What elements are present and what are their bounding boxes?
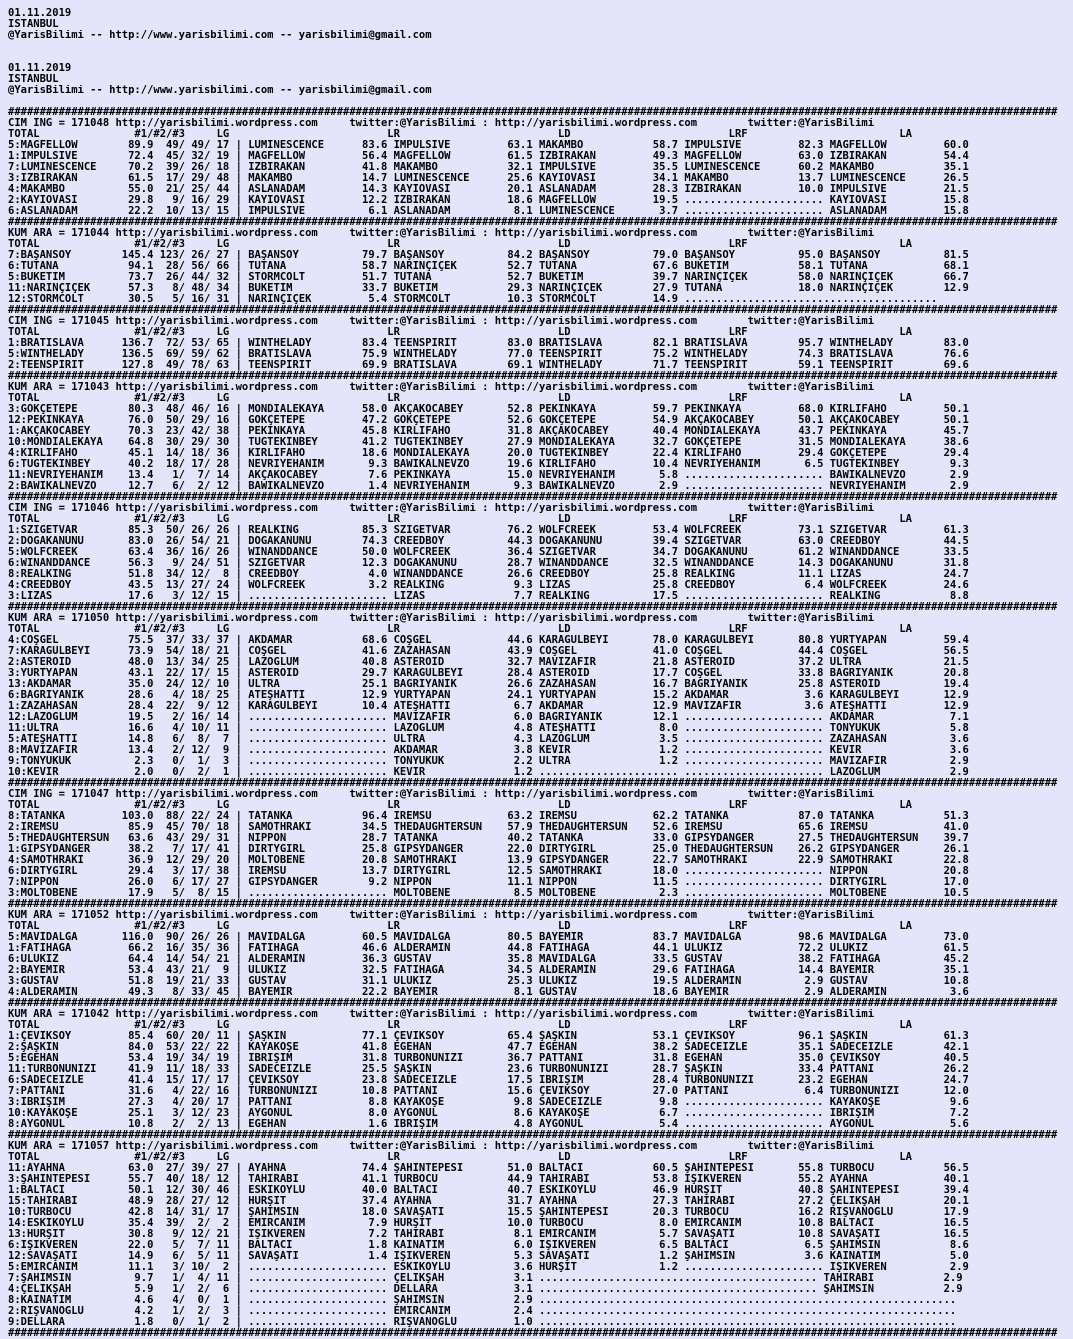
- table-row: 6:WINANDDANCE 56.3 9/ 24/ 51 | SZIGETVAR 12.3 DOĞAKANUNU 28.7 WINANDDANCE 32.5 WINANDDANCE 14.3 DOĞAKANUNU 31.8: [8, 558, 969, 569]
- table-row: 6:ULUKIZ 64.4 14/ 54/ 21 | ALDERAMİN 36.3 GUSTAV 35.8 MAVİDALGA 33.5 GUSTAV 38.2 FATİHAĞA 45.2: [8, 954, 969, 965]
- race-title: CIM ING = 171046 http://yarisbilimi.wordpress.com twitter:@YarisBilimi : http://yarisbilimi.wordpress.com twitter:@YarisBilimi: [8, 503, 875, 514]
- table-row: 12:STORMCOLT 30.5 5/ 16/ 31 | NARİNÇİÇEK 5.4 STORMCOLT 10.3 STORMCOLT 14.9 ........................................: [8, 294, 938, 305]
- table-row: 9:DELLARA 1.8 0/ 1/ 2 | ...................... RİŞVANOĞLU 1.0 ..................................................................: [8, 1317, 957, 1328]
- separator-line: ######################################################################################################################################################################: [8, 899, 1058, 910]
- table-row: 13:HURŞİT 30.8 9/ 12/ 21 | İŞİKVEREN 7.2 TAHİRABİ 8.1 EMİRCANIM 5.7 SAVAŞATI 10.8 SAVAŞATI 16.5: [8, 1229, 969, 1240]
- table-row: 5:MAVİDALGA 116.0 90/ 26/ 26 | MAVİDALGA 60.5 MAVİDALGA 80.5 BAYEMİR 83.7 MAVİDALGA 98.6 MAVİDALGA 73.0: [8, 932, 969, 943]
- table-row: 9:TONYUKUK 2.3 0/ 1/ 3 | ...................... TONYUKUK 2.2 ULTRA 1.2 ...................... MAVİZAFİR 2.9: [8, 756, 969, 767]
- separator-line: ######################################################################################################################################################################: [8, 305, 1058, 316]
- table-row: 2:ASTEROİD 48.0 13/ 34/ 25 | LAZOĞLUM 40.8 ASTEROİD 32.7 MAVİZAFİR 21.8 ASTEROİD 37.2 ULTRA 21.5: [8, 657, 969, 668]
- spacer: [8, 41, 1068, 52]
- column-header: TOTAL #1/#2/#3 LG LR LD LRF LA: [8, 514, 912, 525]
- table-row: 8:MAVİZAFİR 13.4 2/ 12/ 9 | ...................... AKDAMAR 3.8 KEVİR 1.2 ...................... KEVİR 3.6: [8, 745, 969, 756]
- table-row: 1:BALTACI 50.1 12/ 30/ 46 | ESKİKOYLÜ 40.0 BALTACI 40.7 ESKİKOYLÜ 46.9 HURŞİT 40.8 ŞAHİNTEPESİ 39.4: [8, 1185, 969, 1196]
- table-row: 14:ESKİKOYLÜ 35.4 39/ 2/ 2 | EMİRCANIM 7.9 HURŞİT 10.0 TURBOCU 8.0 EMİRCANIM 10.8 BALTACI 16.5: [8, 1218, 969, 1229]
- table-row: 13:AKDAMAR 35.0 24/ 12/ 10 | ULTRA 25.1 BAĞRIYANIK 26.6 ZAZAHASAN 16.7 BAĞRIYANIK 25.8 ASTEROİD 19.4: [8, 679, 969, 690]
- table-row: 1:BRATİSLAVA 136.7 72/ 53/ 65 | WINTHELADY 83.4 TEENSPIRIT 83.0 BRATİSLAVA 82.1 BRATİSLAVA 95.7 WINTHELADY 83.0: [8, 338, 969, 349]
- table-row: 8:KAINATIM 4.6 4/ 0/ 1 | ...................... ŞAHİMSIN 2.9 ..................................................................: [8, 1295, 957, 1306]
- table-row: 7:NIPPON 26.0 6/ 17/ 27 | GIPSYDANGER 9.2 NIPPON 11.1 NIPPON 11.5 ...................... DIRTYGIRL 17.0: [8, 877, 969, 888]
- table-row: 2:DOĞAKANUNU 83.0 26/ 54/ 21 | DOĞAKANUNU 74.3 CREEDBOY 44.3 DOĞAKANUNU 39.4 SZIGETVAR 63.0 CREEDBOY 44.5: [8, 536, 969, 547]
- table-row: 2:KAYIOVASI 29.8 9/ 16/ 29 | KAYIOVASI 12.2 İZBIRAKAN 18.6 MAGFELLOW 19.5 ...................... KAYIOVASI 15.8: [8, 195, 969, 206]
- spacer: [8, 96, 1068, 107]
- spacer: [8, 52, 1068, 63]
- table-row: 2:TEENSPIRIT 127.8 49/ 78/ 63 | TEENSPIRIT 69.9 BRATİSLAVA 69.1 WINTHELADY 71.7 TEENSPIRIT 59.1 TEENSPIRIT 69.6: [8, 360, 969, 371]
- column-header: TOTAL #1/#2/#3 LG LR LD LRF LA: [8, 393, 912, 404]
- table-row: 12:LAZOĞLUM 19.5 2/ 16/ 14 | ...................... MAVİZAFİR 6.0 BAĞRIYANIK 12.1 ...................... AKDAMAR 7.1: [8, 712, 969, 723]
- table-row: 3:ŞAHİNTEPESİ 55.7 40/ 18/ 12 | TAHİRABİ 41.1 TURBOCU 44.9 TAHİRABİ 53.8 İŞİKVEREN 55.2 AYAHNA 40.1: [8, 1174, 969, 1185]
- separator-line: ######################################################################################################################################################################: [8, 602, 1058, 613]
- table-row: 5:WINTHELADY 136.5 69/ 59/ 62 | BRATİSLAVA 75.9 WINTHELADY 77.0 TEENSPIRIT 75.2 WINTHELADY 74.3 BRATİSLAVA 76.6: [8, 349, 969, 360]
- separator-line: ######################################################################################################################################################################: [8, 217, 1058, 228]
- table-row: 5:MAGFELLOW 89.9 49/ 49/ 17 | LUMINESCENCE 83.6 IMPULSIVE 63.1 MAKAMBO 58.7 IMPULSIVE 82.3 MAGFELLOW 60.0: [8, 140, 969, 151]
- race-title: KUM ARA = 171050 http://yarisbilimi.wordpress.com twitter:@YarisBilimi : http://yarisbilimi.wordpress.com twitter:@YarisBilimi: [8, 613, 875, 624]
- table-row: 5:ATEŞHATTI 14.8 6/ 8/ 7 | ...................... ULTRA 4.3 LAZOĞLUM 3.5 ...................... ZAZAHASAN 3.6: [8, 734, 969, 745]
- table-row: 3:İZBIRAKAN 61.5 17/ 29/ 48 | MAKAMBO 14.7 LUMINESCENCE 25.6 KAYIOVASI 34.1 MAKAMBO 13.7 LUMINESCENCE 26.5: [8, 173, 969, 184]
- table-row: 1:ÇEVİKSOY 85.4 60/ 20/ 11 | ŞAŞKIN 77.1 ÇEVİKSOY 65.4 ŞAŞKIN 53.1 ÇEVİKSOY 96.1 ŞAŞKIN 61.3: [8, 1031, 969, 1042]
- column-header: TOTAL #1/#2/#3 LG LR LD LRF LA: [8, 327, 912, 338]
- table-row: 10:MONDIALEKAYA 64.8 30/ 29/ 30 | TUĞTEKİNBEY 41.2 TUĞTEKİNBEY 27.9 MONDIALEKAYA 32.7 GÖKÇETEPE 31.5 MONDIALEKAYA 38.6: [8, 437, 969, 448]
- table-row: 2:İREMSU 85.9 45/ 70/ 18 | SAMOTHRAKI 34.5 THEDAUGHTERSUN 57.9 THEDAUGHTERSUN 52.6 İREMSU 65.6 İREMSU 41.0: [8, 822, 969, 833]
- table-row: 6:İŞİKVEREN 22.0 5/ 7/ 11 | BALTACI 1.8 KAINATIM 6.0 İŞİKVEREN 6.5 BALTACI 6.5 ŞAHİMSIN 8.6: [8, 1240, 969, 1251]
- table-row: 5:BUKETİM 73.7 26/ 44/ 32 | STORMCOLT 51.7 TUTANA 52.7 BUKETİM 39.7 NARİNÇİÇEK 58.0 NARİNÇİÇEK 66.7: [8, 272, 969, 283]
- report-date: 01.11.2019: [8, 63, 72, 74]
- table-row: 1:SZIGETVAR 85.3 50/ 26/ 26 | REALKING 85.3 SZIGETVAR 76.2 WOLFCREEK 53.4 WOLFCREEK 73.1 SZIGETVAR 61.3: [8, 525, 969, 536]
- table-row: 4:SAMOTHRAKI 36.9 12/ 29/ 20 | MOLTOBENE 20.8 SAMOTHRAKI 13.9 GIPSYDANGER 22.7 SAMOTHRAKI 22.9 SAMOTHRAKI 22.8: [8, 855, 969, 866]
- table-row: 1:FATİHAĞA 66.2 16/ 35/ 36 | FATİHAĞA 46.6 ALDERAMİN 44.8 FATİHAĞA 44.1 ULUKIZ 72.2 ULUKIZ 61.5: [8, 943, 969, 954]
- race-title: KUM ARA = 171057 http://yarisbilimi.wordpress.com twitter:@YarisBilimi : http://yarisbilimi.wordpress.com twitter:@YarisBilimi: [8, 1141, 875, 1152]
- table-row: 7:LUMINESCENCE 70.2 39/ 26/ 18 | İZBIRAKAN 41.8 MAKAMBO 32.1 IMPULSIVE 35.5 LUMINESCENCE 60.2 MAKAMBO 35.1: [8, 162, 969, 173]
- table-row: 11:NARİNÇİÇEK 57.3 8/ 48/ 34 | BUKETİM 33.7 BUKETİM 29.3 NARİNÇİÇEK 27.9 TUTANA 18.0 NARİNÇİÇEK 12.9: [8, 283, 969, 294]
- race-title: CIM ING = 171047 http://yarisbilimi.wordpress.com twitter:@YarisBilimi : http://yarisbilimi.wordpress.com twitter:@YarisBilimi: [8, 789, 875, 800]
- table-row: 5:THEDAUGHTERSUN 63.6 43/ 29/ 31 | NIPPON 28.7 TATANKA 40.2 TATANKA 33.0 GIPSYDANGER 27.5 THEDAUGHTERSUN 39.7: [8, 833, 969, 844]
- table-row: 3:LİZAS 17.6 3/ 12/ 15 | ...................... LİZAS 7.7 REALKING 17.5 ...................... REALKING 8.8: [8, 591, 969, 602]
- table-row: 8:AYGÖNÜL 10.8 2/ 2/ 13 | EGEHAN 1.6 İBRİŞİM 4.8 AYGÖNÜL 5.4 ...................... AYGÖNÜL 5.6: [8, 1119, 969, 1130]
- table-row: 11:AYAHNA 63.0 27/ 39/ 27 | AYAHNA 74.4 ŞAHİNTEPESİ 51.0 BALTACI 60.5 ŞAHİNTEPESİ 55.8 TURBOCU 56.5: [8, 1163, 969, 1174]
- table-row: 6:DIRTYGIRL 29.4 3/ 17/ 38 | İREMSU 13.7 DIRTYGIRL 12.5 SAMOTHRAKI 18.0 ...................... NIPPON 20.8: [8, 866, 969, 877]
- table-row: 4:MAKAMBO 55.0 21/ 25/ 44 | ASLANADAM 14.3 KAYIOVASI 20.1 ASLANADAM 28.3 İZBIRAKAN 10.0 IMPULSIVE 21.5: [8, 184, 969, 195]
- table-row: 11:ULTRA 16.6 4/ 10/ 11 | ...................... LAZOĞLUM 4.8 ATEŞHATTI 8.0 ...................... TONYUKUK 5.8: [8, 723, 969, 734]
- table-row: 11:NEVRİYEHANIM 13.4 1/ 7/ 14 | AKÇAKOCABEY 7.6 PEKİNKAYA 15.0 NEVRİYEHANIM 5.8 ...................... BAWIKALNEVZO 2.9: [8, 470, 969, 481]
- table-row: 12:PEKİNKAYA 76.0 50/ 29/ 16 | GÖKÇETEPE 47.2 GÖKÇETEPE 52.6 GÖKÇETEPE 54.9 AKÇAKOCABEY 50.1 AKÇAKOCABEY 50.1: [8, 415, 969, 426]
- report-page: [8, 8, 1068, 1339]
- table-row: 10:KEVİR 2.0 0/ 2/ 1 | ...................... KEVİR 1.2 ...................... ...................... LAZOĞLUM 2.9: [8, 767, 969, 778]
- table-row: 6:ASLANADAM 22.2 10/ 13/ 15 | IMPULSIVE 6.1 ASLANADAM 8.1 LUMINESCENCE 3.7 ...................... ASLANADAM 15.8: [8, 206, 969, 217]
- table-row: 3:YURTYAPAN 43.1 22/ 17/ 15 | ASTEROİD 29.7 KARAGÜLBEYİ 28.4 ASTEROİD 17.7 COŞGEL 33.8 BAĞRIYANIK 20.8: [8, 668, 969, 679]
- table-row: 4:ALDERAMİN 49.3 8/ 33/ 45 | BAYEMİR 22.2 BAYEMİR 8.1 GUSTAV 18.6 BAYEMİR 2.9 ALDERAMİN 3.6: [8, 987, 969, 998]
- column-header: TOTAL #1/#2/#3 LG LR LD LRF LA: [8, 239, 912, 250]
- column-header: TOTAL #1/#2/#3 LG LR LD LRF LA: [8, 1152, 912, 1163]
- table-row: 8:TATANKA 103.0 88/ 22/ 24 | TATANKA 96.4 İREMSU 63.2 İREMSU 62.2 TATANKA 87.0 TATANKA 51.3: [8, 811, 969, 822]
- table-row: 1:GIPSYDANGER 38.2 7/ 17/ 41 | DIRTYGIRL 25.8 GIPSYDANGER 22.0 DIRTYGIRL 25.0 THEDAUGHTERSUN 26.2 GIPSYDANGER 26.1: [8, 844, 969, 855]
- table-row: 2:RİŞVANOĞLU 4.2 1/ 2/ 3 | ...................... EMİRCANIM 2.4 ..................................................................: [8, 1306, 957, 1317]
- report-contact: @YarisBilimi -- http://www.yarisbilimi.com -- yarisbilimi@gmail.com: [8, 85, 432, 96]
- table-row: 1:AKÇAKOCABEY 70.3 23/ 42/ 38 | PEKİNKAYA 45.8 KIRLIFAHO 31.8 AKÇAKOCABEY 40.4 MONDIALEKAYA 43.7 PEKİNKAYA 45.7: [8, 426, 969, 437]
- table-row: 5:EMİRCANIM 11.1 3/ 10/ 2 | ...................... ESKİKOYLÜ 3.6 HURŞİT 1.2 ...................... İŞİKVEREN 2.9: [8, 1262, 969, 1273]
- table-row: 10:KAYAKÖŞE 25.1 3/ 12/ 23 | AYGÖNÜL 8.0 AYGÖNÜL 8.6 KAYAKÖŞE 6.7 ...................... İBRİŞİM 7.2: [8, 1108, 969, 1119]
- table-row: 15:TAHİRABİ 48.9 28/ 27/ 12 | HURŞİT 37.4 AYAHNA 31.7 AYAHNA 27.3 TAHİRABİ 27.2 ÇELİKŞAH 20.1: [8, 1196, 969, 1207]
- table-row: 4:CREEDBOY 43.5 13/ 27/ 24 | WOLFCREEK 3.2 REALKING 9.3 LİZAS 25.8 CREEDBOY 6.4 WOLFCREEK 24.6: [8, 580, 969, 591]
- column-header: TOTAL #1/#2/#3 LG LR LD LRF LA: [8, 800, 912, 811]
- separator-line: ######################################################################################################################################################################: [8, 1130, 1058, 1141]
- column-header: TOTAL #1/#2/#3 LG LR LD LRF LA: [8, 1020, 912, 1031]
- report-city: ISTANBUL: [8, 19, 59, 30]
- separator-line: ######################################################################################################################################################################: [8, 998, 1058, 1009]
- separator-line: ######################################################################################################################################################################: [8, 371, 1058, 382]
- table-row: 1:IMPULSIVE 72.4 45/ 32/ 19 | MAGFELLOW 56.4 MAGFELLOW 61.5 İZBIRAKAN 49.3 MAGFELLOW 63.0 İZBIRAKAN 54.4: [8, 151, 969, 162]
- table-row: 8:REALKING 51.8 34/ 12/ 8 | CREEDBOY 4.0 WINANDDANCE 26.6 CREEDBOY 25.8 REALKING 11.1 LİZAS 24.7: [8, 569, 969, 580]
- report-date: 01.11.2019: [8, 8, 72, 19]
- table-row: 6:SADECEİZLE 41.4 15/ 17/ 17 | ÇEVİKSOY 23.8 SADECEİZLE 17.5 İBRİŞİM 28.4 TURBONUNİZİ 23.2 EGEHAN 24.7: [8, 1075, 969, 1086]
- table-row: 7:BAŞANSOY 145.4 123/ 26/ 27 | BAŞANSOY 79.7 BAŞANSOY 84.2 BAŞANSOY 79.0 BAŞANSOY 95.0 BAŞANSOY 81.5: [8, 250, 969, 261]
- column-header: TOTAL #1/#2/#3 LG LR LD LRF LA: [8, 921, 912, 932]
- race-title: KUM ARA = 171052 http://yarisbilimi.wordpress.com twitter:@YarisBilimi : http://yarisbilimi.wordpress.com twitter:@YarisBilimi: [8, 910, 875, 921]
- column-header: TOTAL #1/#2/#3 LG LR LD LRF LA: [8, 624, 912, 635]
- table-row: 3:GÖKÇETEPE 80.3 48/ 46/ 16 | MONDIALEKAYA 58.0 AKÇAKOCABEY 52.8 PEKİNKAYA 59.7 PEKİNKAYA 68.0 KIRLIFAHO 50.1: [8, 404, 969, 415]
- race-title: KUM ARA = 171042 http://yarisbilimi.wordpress.com twitter:@YarisBilimi : http://yarisbilimi.wordpress.com twitter:@YarisBilimi: [8, 1009, 875, 1020]
- table-row: 7:KARAGÜLBEYİ 73.9 54/ 18/ 21 | COŞGEL 41.6 ZAZAHASAN 43.9 COŞGEL 41.0 COŞGEL 44.4 COŞGEL 56.5: [8, 646, 969, 657]
- table-row: 6:TUTANA 94.1 28/ 56/ 66 | TUTANA 58.7 NARİNÇİÇEK 52.7 TUTANA 67.6 BUKETİM 58.1 TUTANA 68.1: [8, 261, 969, 272]
- race-title: KUM ARA = 171044 http://yarisbilimi.wordpress.com twitter:@YarisBilimi : http://yarisbilimi.wordpress.com twitter:@YarisBilimi: [8, 228, 875, 239]
- table-row: 5:WOLFCREEK 63.4 36/ 16/ 26 | WINANDDANCE 50.0 WOLFCREEK 36.4 SZIGETVAR 34.7 DOĞAKANUNU 61.2 WINANDDANCE 33.5: [8, 547, 969, 558]
- table-row: 10:TURBOCU 42.8 14/ 31/ 17 | ŞAHİMSIN 18.0 SAVAŞATI 15.5 ŞAHİNTEPESİ 20.3 TURBOCU 16.2 RİŞVANOĞLU 17.9: [8, 1207, 969, 1218]
- race-title: CIM ING = 171048 http://yarisbilimi.wordpress.com twitter:@YarisBilimi : http://yarisbilimi.wordpress.com twitter:@YarisBilimi: [8, 118, 875, 129]
- report-city: ISTANBUL: [8, 74, 59, 85]
- separator-line: ######################################################################################################################################################################: [8, 778, 1058, 789]
- table-row: 3:MOLTOBENE 17.9 5/ 8/ 15 | ...................... MOLTOBENE 8.5 MOLTOBENE 2.3 ...................... MOLTOBENE 10.5: [8, 888, 969, 899]
- race-title: CIM ING = 171045 http://yarisbilimi.wordpress.com twitter:@YarisBilimi : http://yarisbilimi.wordpress.com twitter:@YarisBilimi: [8, 316, 875, 327]
- table-row: 4:ÇELİKŞAH 5.9 1/ 2/ 6 | ...................... DELLARA 3.1 ............................................ ŞAHİMSIN 2.9: [8, 1284, 963, 1295]
- table-row: 3:İBRİŞİM 27.3 4/ 20/ 17 | PATTANİ 8.8 KAYAKÖŞE 9.8 SADECEİZLE 9.8 ...................... KAYAKÖŞE 9.6: [8, 1097, 969, 1108]
- separator-line: ######################################################################################################################################################################: [8, 492, 1058, 503]
- column-header: TOTAL #1/#2/#3 LG LR LD LRF LA: [8, 129, 912, 140]
- table-row: 7:PATTANİ 31.6 4/ 22/ 16 | TURBONUNİZİ 10.8 PATTANİ 15.6 ÇEVİKSOY 27.0 PATTANİ 6.4 TURBONUNİZİ 12.0: [8, 1086, 969, 1097]
- table-row: 2:BAWIKALNEVZO 12.7 6/ 2/ 12 | BAWIKALNEVZO 1.4 NEVRİYEHANIM 9.3 BAWIKALNEVZO 2.9 ...................... NEVRİYEHANIM 2.9: [8, 481, 969, 492]
- table-row: 5:EGEHAN 53.4 19/ 34/ 19 | İBRİŞİM 31.8 TURBONUNİZİ 36.7 PATTANİ 31.8 EGEHAN 35.0 ÇEVİKSOY 40.5: [8, 1053, 969, 1064]
- table-row: 12:SAVAŞATI 14.9 6/ 5/ 11 | SAVAŞATI 1.4 İŞİKVEREN 5.3 SAVAŞATI 1.2 ŞAHİMSIN 3.6 KAINATIM 5.0: [8, 1251, 969, 1262]
- table-row: 3:GUSTAV 51.8 19/ 21/ 33 | GUSTAV 31.1 ULUKIZ 25.3 ULUKIZ 19.5 ALDERAMİN 2.9 GUSTAV 10.8: [8, 976, 969, 987]
- table-row: 2:BAYEMİR 53.4 43/ 21/ 9 | ULUKIZ 32.5 FATİHAĞA 34.5 ALDERAMİN 29.6 FATİHAĞA 14.4 BAYEMİR 35.1: [8, 965, 969, 976]
- separator-line: ######################################################################################################################################################################: [8, 1328, 1058, 1339]
- table-row: 6:BAĞRIYANIK 28.6 4/ 18/ 25 | ATEŞHATTI 12.9 YURTYAPAN 24.1 YURTYAPAN 15.2 AKDAMAR 3.6 KARAGÜLBEYİ 12.9: [8, 690, 969, 701]
- report-contact: @YarisBilimi -- http://www.yarisbilimi.com -- yarisbilimi@gmail.com: [8, 30, 432, 41]
- table-row: 2:ŞAŞKIN 84.0 53/ 22/ 22 | KAYAKÖŞE 41.8 EGEHAN 47.7 EGEHAN 38.2 SADECEİZLE 35.1 SADECEİZLE 42.1: [8, 1042, 969, 1053]
- table-row: 4:KIRLIFAHO 45.1 14/ 18/ 36 | KIRLIFAHO 18.6 MONDIALEKAYA 20.0 TUĞTEKİNBEY 22.4 KIRLIFAHO 29.4 GÖKÇETEPE 29.4: [8, 448, 969, 459]
- separator-line: ######################################################################################################################################################################: [8, 107, 1058, 118]
- table-row: 4:COŞGEL 75.5 37/ 33/ 37 | AKDAMAR 68.6 COŞGEL 44.6 KARAGÜLBEYİ 78.0 KARAGÜLBEYİ 80.8 YURTYAPAN 59.4: [8, 635, 969, 646]
- table-row: 1:ZAZAHASAN 28.4 22/ 9/ 12 | KARAGÜLBEYİ 10.4 ATEŞHATTI 6.7 AKDAMAR 12.9 MAVİZAFİR 3.6 ATEŞHATTI 12.9: [8, 701, 969, 712]
- table-row: 6:TUĞTEKİNBEY 40.2 18/ 17/ 28 | NEVRİYEHANIM 9.3 BAWIKALNEVZO 19.6 KIRLIFAHO 10.4 NEVRİYEHANIM 6.5 TUĞTEKİNBEY 9.3: [8, 459, 969, 470]
- table-row: 11:TURBONUNİZİ 41.9 11/ 18/ 33 | SADECEİZLE 25.5 ŞAŞKIN 23.6 TURBONUNİZİ 28.7 ŞAŞKIN 33.4 PATTANİ 26.2: [8, 1064, 969, 1075]
- table-row: 7:ŞAHİMSIN 9.7 1/ 4/ 11 | ...................... ÇELİKŞAH 3.1 ............................................ TAHİRABİ 2.9: [8, 1273, 963, 1284]
- race-title: KUM ARA = 171043 http://yarisbilimi.wordpress.com twitter:@YarisBilimi : http://yarisbilimi.wordpress.com twitter:@YarisBilimi: [8, 382, 875, 393]
